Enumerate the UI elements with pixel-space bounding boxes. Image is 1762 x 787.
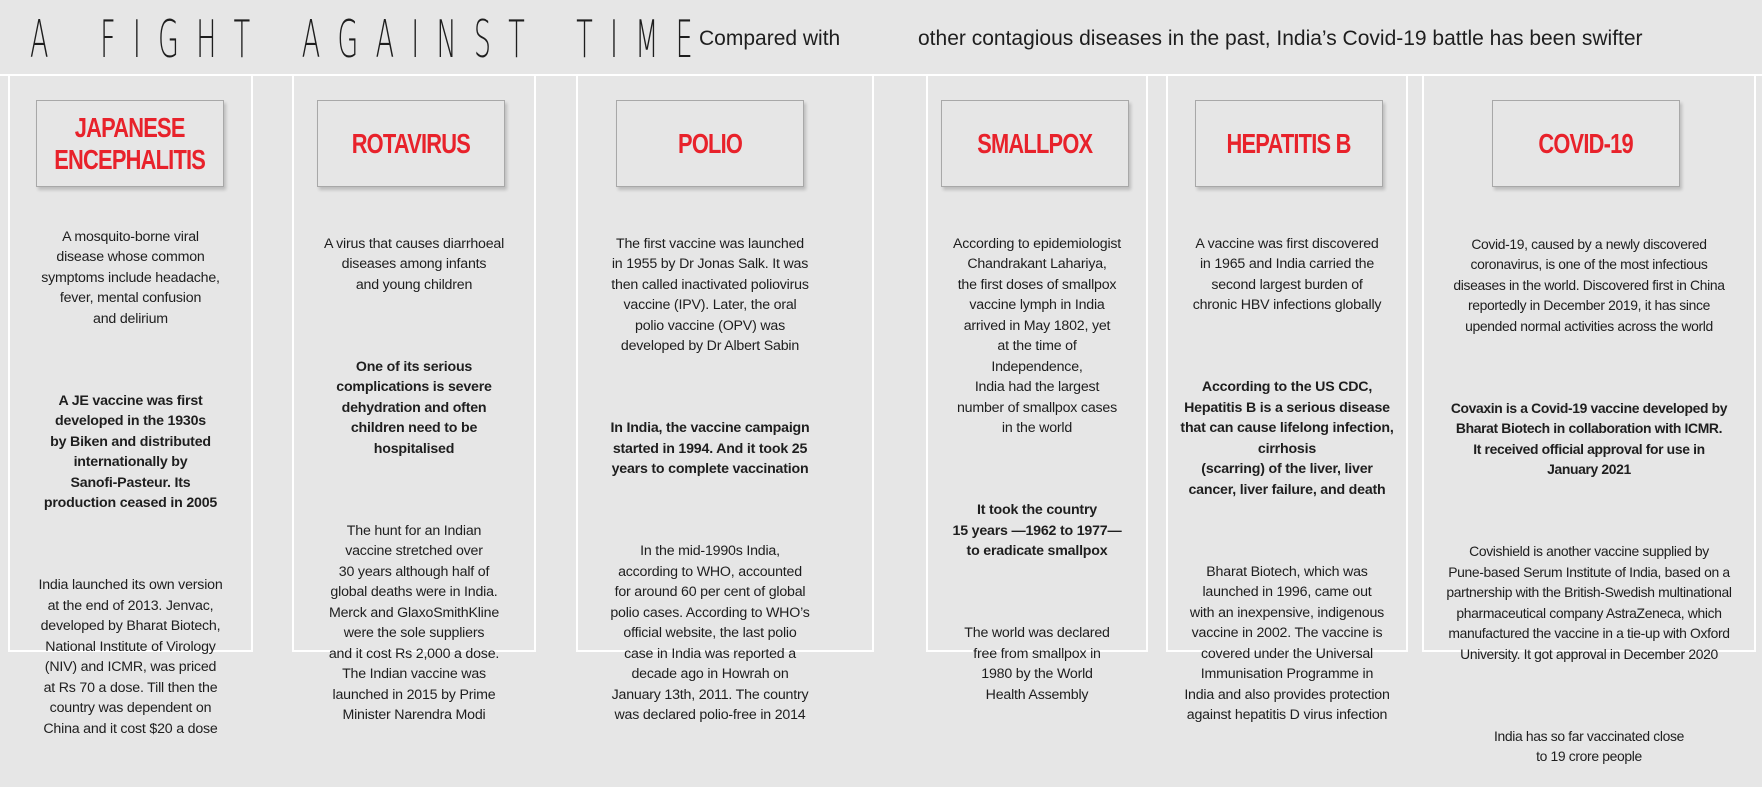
description-detail: Bharat Biotech, which was launched in 1996, came out with an inexpensive, indigenous vaccine in 2002. The vaccine is covered under the Universal Immunisation Programme in India and also provides protection against hepatitis D virus infection: [1184, 563, 1390, 723]
disease-title: JAPANESE ENCEPHALITIS: [54, 111, 206, 175]
disease-title: HEPATITIS B: [1226, 127, 1352, 159]
disease-description: [578, 213, 842, 746]
main-title: A F I G H T A G A I N S T T I M E: [30, 10, 693, 70]
subtitle-intro: Compared with: [699, 27, 841, 50]
disease-column-covid-19: [1422, 76, 1756, 764]
description-intro: A mosquito-borne viral disease whose common symptoms include headache, fever, mental confusion and delirium: [41, 228, 220, 327]
description-detail: India launched its own version at the end of 2013. Jenvac, developed by Bharat Biotech, National Institute of Virology (NIV) and ICMR, was priced at Rs 70 a dose. Till then the country was dependent on China and it cost $20 a dose: [38, 577, 223, 737]
disease-column-polio: [576, 76, 874, 723]
disease-title: SMALLPOX: [977, 127, 1093, 159]
description-intro: A vaccine was first discovered in 1965 and India carried the second largest burden of chronic HBV infections globally: [1192, 235, 1382, 313]
description-detail: In the mid-1990s India, according to WHO, accounted for around 60 per cent of global polio cases. According to WHO’s official website, the last polio case in India was reported a decade ago in Howrah on January 13th, 2011. The country was declared polio-free in 2014: [610, 543, 810, 723]
description-highlight: One of its serious complications is severe dehydration and often children need to be hospitalised: [336, 358, 492, 457]
disease-column-smallpox: [926, 76, 1148, 703]
description-highlight: Covaxin is a Covid-19 vaccine developed by Bharat Biotech in collaboration with ICMR. It received official approval for use in January 2021: [1450, 399, 1728, 477]
description-summary: India has so far vaccinated close to 19 crore people: [1494, 727, 1684, 764]
disease-description: [1168, 213, 1406, 746]
disease-description: [1424, 213, 1754, 787]
disease-title-box: [317, 100, 505, 187]
description-detail: Covishield is another vaccine supplied by Pune-based Serum Institute of India, based on a partnership with the British-Swedish multinational pharmaceutical company AstraZeneca, which manufactured the vaccine in a tie-up with Oxford University. It got approval in December 2020: [1446, 543, 1732, 662]
disease-title-box: [1492, 100, 1680, 187]
description-intro: Covid-19, caused by a newly discovered coronavirus, is one of the most infectious diseases in the world. Discovered first in China reportedly in December 2019, it has since upended normal activities across the world: [1453, 235, 1725, 334]
disease-title-box: [1195, 100, 1383, 187]
description-detail: The hunt for an Indian vaccine stretched over 30 years although half of global deaths were in India. Merck and GlaxoSmithKline were the sole suppliers and it cost Rs 2,000 a dose. The Indian vaccine was launched in 2015 by Prime Minister Narendra Modi: [328, 522, 500, 723]
disease-title: POLIO: [677, 127, 743, 159]
disease-title-box: [941, 100, 1129, 187]
description-intro: A virus that causes diarrhoeal diseases among infants and young children: [323, 235, 505, 293]
subtitle-text: other contagious diseases in the past, India’s Covid-19 battle has been swifter: [918, 27, 1643, 50]
description-intro: The first vaccine was launched in 1955 by Dr Jonas Salk. It was then called inactivated poliovirus vaccine (IPV). Later, the oral polio vaccine (OPV) was developed by Dr Albert Sabin: [611, 235, 809, 354]
disease-column-rotavirus: [292, 76, 536, 723]
disease-title-box: [36, 100, 224, 187]
description-intro: According to epidemiologist Chandrakant Lahariya, the first doses of smallpox vaccine lymph in India arrived in May 1802, yet at the time of Independence, India had the largest number of smallpox cases in the world: [952, 235, 1122, 436]
disease-description: [294, 213, 534, 746]
header: [0, 0, 1762, 76]
disease-title: ROTAVIRUS: [351, 127, 471, 159]
disease-column-hepatitis-b: [1166, 76, 1408, 723]
description-highlight: It took the country 15 years —1962 to 1977— to eradicate smallpox: [952, 502, 1122, 559]
description-highlight: A JE vaccine was first developed in the 1930s by Biken and distributed internationally by Sanofi-Pasteur. Its production ceased in 2005: [43, 392, 218, 511]
disease-column-je: [8, 76, 253, 737]
description-detail: The world was declared free from smallpox in 1980 by the World Health Assembly: [964, 625, 1110, 703]
description-highlight: In India, the vaccine campaign started in 1994. And it took 25 years to complete vaccination: [610, 420, 810, 477]
disease-title: COVID-19: [1538, 127, 1634, 159]
disease-description: [928, 213, 1146, 726]
description-highlight: According to the US CDC, Hepatitis B is a serious disease that can cause lifelong infection, cirrhosis (scarring) of the liver, liver cancer, liver failure, and death: [1180, 379, 1394, 498]
disease-description: [10, 206, 251, 760]
disease-title-box: [616, 100, 804, 187]
